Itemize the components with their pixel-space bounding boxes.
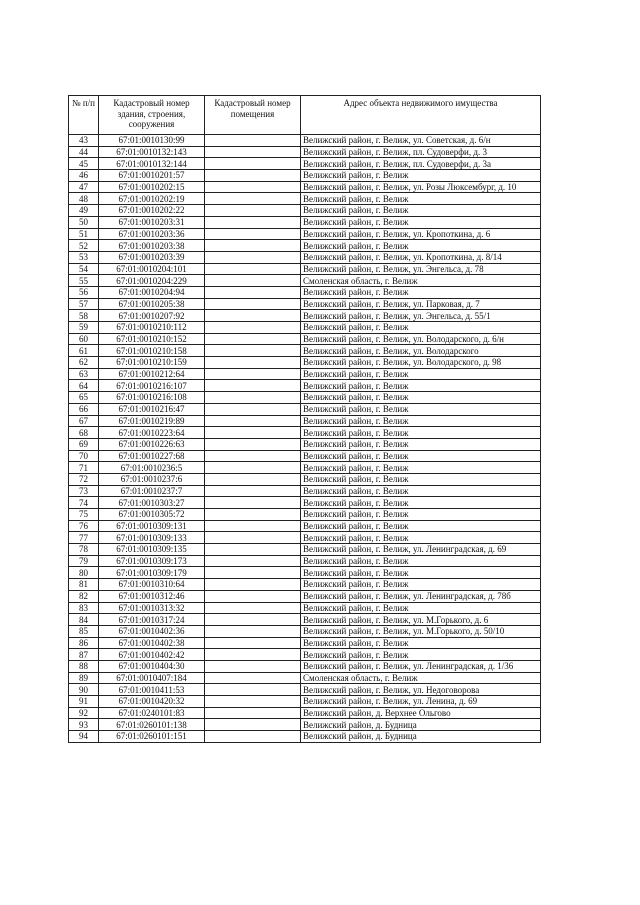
table-row xyxy=(69,380,541,392)
building-cadastral-cell: 67:01:0260101:151 xyxy=(99,731,205,743)
row-number: 85 xyxy=(69,625,99,637)
room-cadastral-cell xyxy=(205,731,301,743)
address-cell: Велижский район, г. Велиж xyxy=(301,567,541,579)
table-row xyxy=(69,614,541,626)
table-row xyxy=(69,158,541,170)
table-row xyxy=(69,263,541,275)
room-cadastral-cell xyxy=(205,660,301,672)
room-cadastral-cell xyxy=(205,473,301,485)
room-cadastral-cell xyxy=(205,310,301,322)
room-cadastral-cell xyxy=(205,263,301,275)
building-cadastral-cell: 67:01:0010204:101 xyxy=(99,263,205,275)
room-cadastral-cell xyxy=(205,275,301,287)
building-cadastral-cell: 67:01:0010205:38 xyxy=(99,298,205,310)
building-cadastral-cell: 67:01:0010132:143 xyxy=(99,146,205,158)
row-number: 83 xyxy=(69,602,99,614)
building-cadastral-cell: 67:01:0010411:53 xyxy=(99,684,205,696)
room-cadastral-cell xyxy=(205,158,301,170)
row-number: 44 xyxy=(69,146,99,158)
table-row xyxy=(69,345,541,357)
row-number: 72 xyxy=(69,473,99,485)
building-cadastral-cell: 67:01:0010204:229 xyxy=(99,275,205,287)
table-row xyxy=(69,696,541,708)
building-cadastral-cell: 67:01:0010210:158 xyxy=(99,345,205,357)
building-cadastral-cell: 67:01:0010219:89 xyxy=(99,415,205,427)
room-cadastral-cell xyxy=(205,707,301,719)
room-cadastral-cell xyxy=(205,286,301,298)
address-cell: Велижский район, г. Велиж, ул. Володарского xyxy=(301,345,541,357)
table-row xyxy=(69,625,541,637)
room-cadastral-cell xyxy=(205,240,301,252)
building-cadastral-cell: 67:01:0010132:144 xyxy=(99,158,205,170)
table-row xyxy=(69,520,541,532)
table-row xyxy=(69,146,541,158)
room-cadastral-cell xyxy=(205,368,301,380)
row-number: 50 xyxy=(69,216,99,228)
table-body xyxy=(69,135,541,743)
address-cell: Велижский район, г. Велиж, ул. Ленинградская, д. 69 xyxy=(301,544,541,556)
row-number: 55 xyxy=(69,275,99,287)
building-cadastral-cell: 67:01:0010204:94 xyxy=(99,286,205,298)
room-cadastral-cell xyxy=(205,170,301,182)
table-row xyxy=(69,544,541,556)
address-cell: Велижский район, г. Велиж, пл. Судоверфи, д. 3а xyxy=(301,158,541,170)
room-cadastral-cell xyxy=(205,719,301,731)
table-row xyxy=(69,684,541,696)
building-cadastral-cell: 67:01:0010202:22 xyxy=(99,205,205,217)
room-cadastral-cell xyxy=(205,135,301,147)
room-cadastral-cell xyxy=(205,345,301,357)
building-cadastral-cell: 67:01:0010407:184 xyxy=(99,672,205,684)
building-cadastral-cell: 67:01:0010223:64 xyxy=(99,427,205,439)
row-number: 88 xyxy=(69,660,99,672)
row-number: 87 xyxy=(69,649,99,661)
table-row xyxy=(69,216,541,228)
address-cell: Велижский район, г. Велиж, ул. Энгельса, д. 55/1 xyxy=(301,310,541,322)
address-cell: Велижский район, г. Велиж xyxy=(301,450,541,462)
row-number: 67 xyxy=(69,415,99,427)
room-cadastral-cell xyxy=(205,216,301,228)
building-cadastral-cell: 67:01:0010226:63 xyxy=(99,438,205,450)
room-cadastral-cell xyxy=(205,392,301,404)
room-cadastral-cell xyxy=(205,193,301,205)
building-cadastral-cell: 67:01:0010309:173 xyxy=(99,555,205,567)
building-cadastral-cell: 67:01:0010130:99 xyxy=(99,135,205,147)
table-row xyxy=(69,450,541,462)
table-row xyxy=(69,637,541,649)
row-number: 84 xyxy=(69,614,99,626)
room-cadastral-cell xyxy=(205,684,301,696)
building-cadastral-cell: 67:01:0010402:38 xyxy=(99,637,205,649)
room-cadastral-cell xyxy=(205,696,301,708)
row-number: 69 xyxy=(69,438,99,450)
building-cadastral-cell: 67:01:0010309:133 xyxy=(99,532,205,544)
table-row xyxy=(69,485,541,497)
room-cadastral-cell xyxy=(205,672,301,684)
table-row xyxy=(69,462,541,474)
property-registry-table xyxy=(68,95,541,743)
row-number: 91 xyxy=(69,696,99,708)
row-number: 54 xyxy=(69,263,99,275)
address-cell: Велижский район, г. Велиж xyxy=(301,602,541,614)
building-cadastral-cell: 67:01:0010210:159 xyxy=(99,357,205,369)
building-cadastral-cell: 67:01:0010402:42 xyxy=(99,649,205,661)
building-cadastral-cell: 67:01:0010305:72 xyxy=(99,509,205,521)
row-number: 70 xyxy=(69,450,99,462)
table-row xyxy=(69,240,541,252)
address-cell: Велижский район, д. Будница xyxy=(301,731,541,743)
building-cadastral-cell: 67:01:0010404:30 xyxy=(99,660,205,672)
row-number: 64 xyxy=(69,380,99,392)
address-cell: Велижский район, г. Велиж, пл. Судоверфи, д. 3 xyxy=(301,146,541,158)
table-row xyxy=(69,368,541,380)
building-cadastral-cell: 67:01:0010227:68 xyxy=(99,450,205,462)
table-row xyxy=(69,181,541,193)
table-row xyxy=(69,707,541,719)
row-number: 53 xyxy=(69,251,99,263)
address-cell: Велижский район, г. Велиж, ул. Энгельса, д. 78 xyxy=(301,263,541,275)
table-row xyxy=(69,403,541,415)
header-room-cadastral: Кадастровый номер помещения xyxy=(205,96,301,135)
building-cadastral-cell: 67:01:0010216:107 xyxy=(99,380,205,392)
table-row xyxy=(69,357,541,369)
table-row xyxy=(69,438,541,450)
address-cell: Велижский район, г. Велиж xyxy=(301,193,541,205)
table-row xyxy=(69,555,541,567)
table-row xyxy=(69,392,541,404)
address-cell: Велижский район, г. Велиж xyxy=(301,380,541,392)
row-number: 68 xyxy=(69,427,99,439)
row-number: 78 xyxy=(69,544,99,556)
row-number: 76 xyxy=(69,520,99,532)
table-row xyxy=(69,731,541,743)
building-cadastral-cell: 67:01:0010212:64 xyxy=(99,368,205,380)
building-cadastral-cell: 67:01:0010402:36 xyxy=(99,625,205,637)
header-number: № п/п xyxy=(69,96,99,135)
address-cell: Велижский район, г. Велиж, ул. Кропоткина, д. 8/14 xyxy=(301,251,541,263)
row-number: 71 xyxy=(69,462,99,474)
address-cell: Велижский район, г. Велиж xyxy=(301,170,541,182)
row-number: 62 xyxy=(69,357,99,369)
row-number: 77 xyxy=(69,532,99,544)
row-number: 81 xyxy=(69,579,99,591)
row-number: 94 xyxy=(69,731,99,743)
address-cell: Велижский район, г. Велиж, ул. М.Горького, д. 50/10 xyxy=(301,625,541,637)
table-row xyxy=(69,497,541,509)
building-cadastral-cell: 67:01:0010203:39 xyxy=(99,251,205,263)
building-cadastral-cell: 67:01:0260101:138 xyxy=(99,719,205,731)
row-number: 59 xyxy=(69,322,99,334)
building-cadastral-cell: 67:01:0010203:31 xyxy=(99,216,205,228)
room-cadastral-cell xyxy=(205,333,301,345)
table-row xyxy=(69,719,541,731)
room-cadastral-cell xyxy=(205,544,301,556)
header-address: Адрес объекта недвижимого имущества xyxy=(301,96,541,135)
row-number: 51 xyxy=(69,228,99,240)
row-number: 46 xyxy=(69,170,99,182)
address-cell: Велижский район, г. Велиж xyxy=(301,532,541,544)
address-cell: Велижский район, г. Велиж xyxy=(301,509,541,521)
row-number: 47 xyxy=(69,181,99,193)
table-row xyxy=(69,286,541,298)
table-row xyxy=(69,228,541,240)
address-cell: Велижский район, г. Велиж xyxy=(301,485,541,497)
address-cell: Велижский район, г. Велиж xyxy=(301,205,541,217)
room-cadastral-cell xyxy=(205,228,301,240)
address-cell: Велижский район, г. Велиж xyxy=(301,415,541,427)
room-cadastral-cell xyxy=(205,298,301,310)
table-row xyxy=(69,135,541,147)
address-cell: Велижский район, г. Велиж xyxy=(301,579,541,591)
table-row xyxy=(69,590,541,602)
building-cadastral-cell: 67:01:0010303:27 xyxy=(99,497,205,509)
room-cadastral-cell xyxy=(205,579,301,591)
row-number: 73 xyxy=(69,485,99,497)
building-cadastral-cell: 67:01:0010309:179 xyxy=(99,567,205,579)
table-row xyxy=(69,672,541,684)
table-row xyxy=(69,567,541,579)
address-cell: Велижский район, г. Велиж xyxy=(301,462,541,474)
room-cadastral-cell xyxy=(205,485,301,497)
building-cadastral-cell: 67:01:0010216:108 xyxy=(99,392,205,404)
address-cell: Велижский район, г. Велиж xyxy=(301,240,541,252)
table-row xyxy=(69,333,541,345)
building-cadastral-cell: 67:01:0010210:112 xyxy=(99,322,205,334)
room-cadastral-cell xyxy=(205,602,301,614)
room-cadastral-cell xyxy=(205,380,301,392)
room-cadastral-cell xyxy=(205,322,301,334)
address-cell: Велижский район, г. Велиж xyxy=(301,649,541,661)
room-cadastral-cell xyxy=(205,625,301,637)
row-number: 65 xyxy=(69,392,99,404)
room-cadastral-cell xyxy=(205,403,301,415)
address-cell: Смоленская область, г. Велиж xyxy=(301,672,541,684)
table-row xyxy=(69,579,541,591)
table-row xyxy=(69,193,541,205)
table-row xyxy=(69,602,541,614)
address-cell: Смоленская область, г. Велиж xyxy=(301,275,541,287)
row-number: 79 xyxy=(69,555,99,567)
row-number: 58 xyxy=(69,310,99,322)
building-cadastral-cell: 67:01:0010237:6 xyxy=(99,473,205,485)
header-row xyxy=(69,96,541,135)
row-number: 49 xyxy=(69,205,99,217)
building-cadastral-cell: 67:01:0010203:38 xyxy=(99,240,205,252)
room-cadastral-cell xyxy=(205,509,301,521)
room-cadastral-cell xyxy=(205,637,301,649)
building-cadastral-cell: 67:01:0010203:36 xyxy=(99,228,205,240)
table-row xyxy=(69,251,541,263)
address-cell: Велижский район, г. Велиж, ул. Розы Люксембург, д. 10 xyxy=(301,181,541,193)
address-cell: Велижский район, г. Велиж, ул. Кропоткина, д. 6 xyxy=(301,228,541,240)
address-cell: Велижский район, г. Велиж xyxy=(301,322,541,334)
building-cadastral-cell: 67:01:0010237:7 xyxy=(99,485,205,497)
address-cell: Велижский район, г. Велиж xyxy=(301,286,541,298)
table-row xyxy=(69,660,541,672)
address-cell: Велижский район, г. Велиж, ул. Ленина, д. 69 xyxy=(301,696,541,708)
row-number: 43 xyxy=(69,135,99,147)
room-cadastral-cell xyxy=(205,532,301,544)
row-number: 48 xyxy=(69,193,99,205)
address-cell: Велижский район, г. Велиж, ул. Ленинградская, д. 1/36 xyxy=(301,660,541,672)
address-cell: Велижский район, д. Верхнее Ольгово xyxy=(301,707,541,719)
address-cell: Велижский район, г. Велиж xyxy=(301,403,541,415)
row-number: 93 xyxy=(69,719,99,731)
room-cadastral-cell xyxy=(205,590,301,602)
row-number: 75 xyxy=(69,509,99,521)
room-cadastral-cell xyxy=(205,205,301,217)
address-cell: Велижский район, г. Велиж, ул. Володарского, д. 6/н xyxy=(301,333,541,345)
table-row xyxy=(69,427,541,439)
address-cell: Велижский район, г. Велиж xyxy=(301,368,541,380)
room-cadastral-cell xyxy=(205,450,301,462)
building-cadastral-cell: 67:01:0010210:152 xyxy=(99,333,205,345)
row-number: 86 xyxy=(69,637,99,649)
table-row xyxy=(69,275,541,287)
room-cadastral-cell xyxy=(205,251,301,263)
room-cadastral-cell xyxy=(205,462,301,474)
row-number: 60 xyxy=(69,333,99,345)
address-cell: Велижский район, г. Велиж xyxy=(301,438,541,450)
address-cell: Велижский район, г. Велиж xyxy=(301,637,541,649)
room-cadastral-cell xyxy=(205,438,301,450)
room-cadastral-cell xyxy=(205,181,301,193)
row-number: 56 xyxy=(69,286,99,298)
row-number: 52 xyxy=(69,240,99,252)
address-cell: Велижский район, г. Велиж xyxy=(301,497,541,509)
table-row xyxy=(69,532,541,544)
building-cadastral-cell: 67:01:0010420:32 xyxy=(99,696,205,708)
table-row xyxy=(69,649,541,661)
table-row xyxy=(69,415,541,427)
table-row xyxy=(69,205,541,217)
room-cadastral-cell xyxy=(205,415,301,427)
row-number: 57 xyxy=(69,298,99,310)
table-row xyxy=(69,310,541,322)
building-cadastral-cell: 67:01:0240101:83 xyxy=(99,707,205,719)
address-cell: Велижский район, г. Велиж, ул. Советская, д. 6/н xyxy=(301,135,541,147)
row-number: 89 xyxy=(69,672,99,684)
address-cell: Велижский район, г. Велиж xyxy=(301,473,541,485)
building-cadastral-cell: 67:01:0010310:64 xyxy=(99,579,205,591)
room-cadastral-cell xyxy=(205,497,301,509)
address-cell: Велижский район, г. Велиж xyxy=(301,555,541,567)
room-cadastral-cell xyxy=(205,614,301,626)
room-cadastral-cell xyxy=(205,427,301,439)
row-number: 90 xyxy=(69,684,99,696)
room-cadastral-cell xyxy=(205,567,301,579)
building-cadastral-cell: 67:01:0010202:19 xyxy=(99,193,205,205)
table-header xyxy=(69,96,541,135)
table-row xyxy=(69,322,541,334)
row-number: 66 xyxy=(69,403,99,415)
building-cadastral-cell: 67:01:0010309:135 xyxy=(99,544,205,556)
table-row xyxy=(69,473,541,485)
address-cell: Велижский район, г. Велиж xyxy=(301,392,541,404)
address-cell: Велижский район, д. Будница xyxy=(301,719,541,731)
building-cadastral-cell: 67:01:0010313:32 xyxy=(99,602,205,614)
row-number: 63 xyxy=(69,368,99,380)
table-row xyxy=(69,509,541,521)
building-cadastral-cell: 67:01:0010317:24 xyxy=(99,614,205,626)
building-cadastral-cell: 67:01:0010309:131 xyxy=(99,520,205,532)
table-row xyxy=(69,170,541,182)
address-cell: Велижский район, г. Велиж xyxy=(301,427,541,439)
room-cadastral-cell xyxy=(205,146,301,158)
building-cadastral-cell: 67:01:0010202:15 xyxy=(99,181,205,193)
room-cadastral-cell xyxy=(205,520,301,532)
building-cadastral-cell: 67:01:0010312:46 xyxy=(99,590,205,602)
header-building-cadastral: Кадастровый номер здания, строения, сооружения xyxy=(99,96,205,135)
building-cadastral-cell: 67:01:0010236:5 xyxy=(99,462,205,474)
row-number: 80 xyxy=(69,567,99,579)
room-cadastral-cell xyxy=(205,555,301,567)
room-cadastral-cell xyxy=(205,649,301,661)
address-cell: Велижский район, г. Велиж xyxy=(301,520,541,532)
address-cell: Велижский район, г. Велиж, ул. Парковая, д. 7 xyxy=(301,298,541,310)
row-number: 92 xyxy=(69,707,99,719)
building-cadastral-cell: 67:01:0010201:57 xyxy=(99,170,205,182)
room-cadastral-cell xyxy=(205,357,301,369)
row-number: 61 xyxy=(69,345,99,357)
row-number: 45 xyxy=(69,158,99,170)
building-cadastral-cell: 67:01:0010216:47 xyxy=(99,403,205,415)
address-cell: Велижский район, г. Велиж xyxy=(301,216,541,228)
building-cadastral-cell: 67:01:0010207:92 xyxy=(99,310,205,322)
row-number: 74 xyxy=(69,497,99,509)
row-number: 82 xyxy=(69,590,99,602)
address-cell: Велижский район, г. Велиж, ул. Володарского, д. 98 xyxy=(301,357,541,369)
address-cell: Велижский район, г. Велиж, ул. Ленинградская, д. 78б xyxy=(301,590,541,602)
address-cell: Велижский район, г. Велиж, ул. М.Горького, д. 6 xyxy=(301,614,541,626)
address-cell: Велижский район, г. Велиж, ул. Недоговорова xyxy=(301,684,541,696)
table-row xyxy=(69,298,541,310)
